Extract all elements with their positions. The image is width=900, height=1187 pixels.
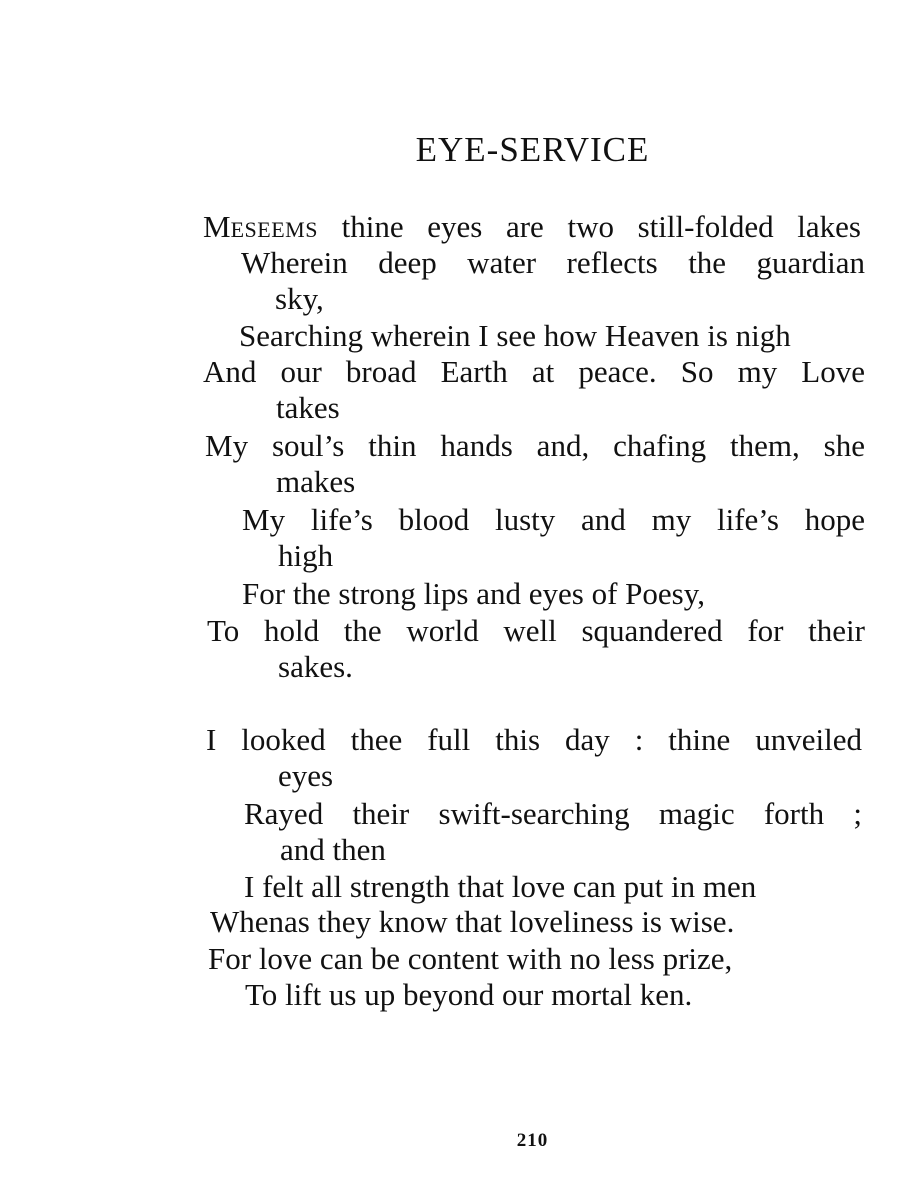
stanza2-line1: I looked thee full this day : thine unveiled	[206, 722, 862, 757]
stanza2-line1-cont: eyes	[278, 758, 334, 793]
stanza1-line2-cont: sky,	[275, 281, 324, 316]
stanza1-line5: My soul’s thin hands and, chafing them, she	[205, 428, 865, 463]
stanza1-line5-cont: makes	[276, 464, 356, 499]
stanza2-line6: To lift us up beyond our mortal ken.	[245, 977, 693, 1012]
stanza2-line2-cont: and then	[280, 832, 386, 867]
stanza1-line4-cont: takes	[276, 390, 340, 425]
stanza1-line8-cont: sakes.	[278, 649, 353, 684]
smallcaps-word: ESEEMS	[230, 217, 318, 242]
stanza2-line3: I felt all strength that love can put in men	[244, 869, 757, 904]
stanza2-line4: Whenas they know that loveliness is wise.	[210, 904, 735, 939]
stanza2-line2: Rayed their swift-searching magic forth ;	[244, 796, 862, 831]
stanza1-line7: For the strong lips and eyes of Poesy,	[242, 576, 705, 611]
stanza1-line3: Searching wherein I see how Heaven is nigh	[239, 318, 791, 353]
poem-title: EYE-SERVICE	[415, 130, 650, 169]
stanza1-line1	[203, 209, 861, 248]
page-number: 210	[516, 1130, 549, 1151]
stanza1-line8: To hold the world well squandered for their	[207, 613, 865, 648]
stanza1-line6-cont: high	[278, 538, 334, 573]
stanza1-line2: Wherein deep water reflects the guardian	[241, 245, 865, 280]
stanza1-line6: My life’s blood lusty and my life’s hope	[242, 502, 865, 537]
dropcap-letter: M	[203, 209, 231, 244]
stanza2-line5: For love can be content with no less prize,	[208, 941, 733, 976]
stanza1-line4: And our broad Earth at peace. So my Love	[203, 354, 865, 389]
line1-rest: thine eyes are two still-folded lakes	[317, 209, 861, 244]
